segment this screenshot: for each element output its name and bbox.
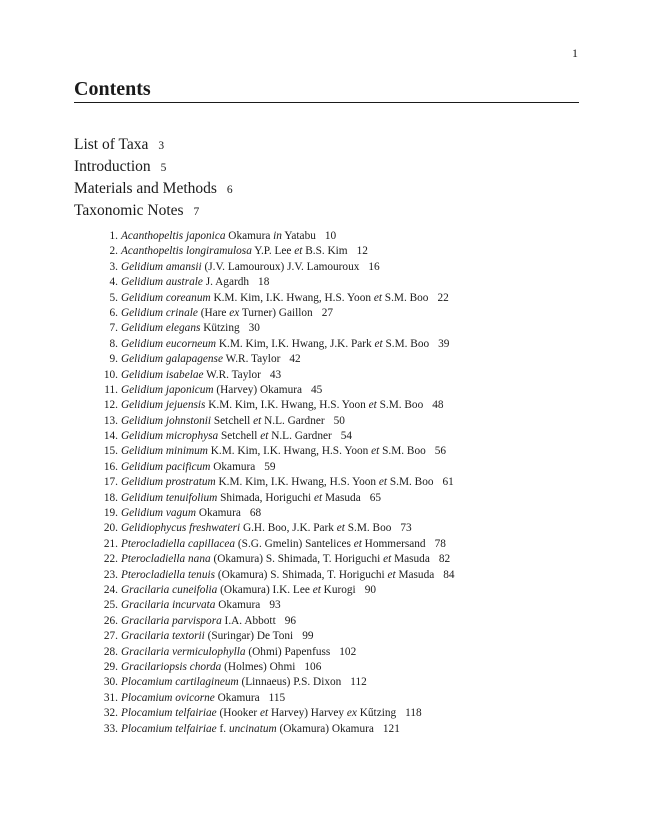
taxon-name-part: W.R. Taylor <box>203 368 261 381</box>
taxon-number: 22. <box>103 553 118 566</box>
taxon-name-italic-part: Gelidium tenuifolium <box>121 491 218 504</box>
taxon-name-part: K.M. Kim, I.K. Hwang, H.S. Yoon <box>215 476 379 489</box>
toc-section-entry <box>74 200 233 222</box>
taxon-entry <box>96 629 455 644</box>
taxon-name-part: Okamura <box>215 599 261 612</box>
taxon-name <box>121 338 429 350</box>
taxon-number: 18. <box>103 491 118 504</box>
taxon-name-italic-part: et <box>312 583 321 596</box>
taxon-name-part: S.M. Boo <box>379 445 426 458</box>
taxon-name <box>121 415 325 427</box>
taxon-name <box>121 307 313 319</box>
taxon-number: 2. <box>109 245 118 258</box>
taxon-page: 48 <box>432 399 444 412</box>
taxon-name-part: (S.G. Gmelin) Santelices <box>235 537 354 550</box>
taxon-page: 82 <box>438 553 451 566</box>
taxon-name-italic-part: et <box>353 537 362 550</box>
taxon-name-part: Kűtzing <box>356 707 397 720</box>
taxon-name-italic-part: Acanthopeltis japonica <box>121 230 226 242</box>
taxon-name-part: Kurogi <box>320 583 356 596</box>
taxon-name-part: B.S. Kim <box>302 245 348 258</box>
taxon-entry <box>96 645 455 660</box>
taxon-entry <box>96 414 455 429</box>
taxon-name-italic-part: et <box>260 707 269 720</box>
taxon-name-italic-part: Gelidium microphysa <box>121 430 219 443</box>
taxon-entry <box>96 660 455 675</box>
taxon-name-italic-part: uncinatum <box>228 722 277 735</box>
toc-section-page: 6 <box>226 184 233 196</box>
taxon-entry <box>96 229 455 244</box>
taxon-name-part: S.M. Boo <box>376 399 424 412</box>
taxon-number: 27. <box>103 630 118 643</box>
taxon-name-italic-part: Gracilaria parvispora <box>121 614 222 627</box>
taxon-entry <box>96 306 455 321</box>
taxon-name <box>121 445 426 457</box>
taxon-entry <box>96 398 455 413</box>
taxon-name-part: (Okamura) I.K. Lee <box>217 583 313 596</box>
taxon-entry <box>96 675 455 690</box>
taxon-name-italic-part: Gelidium pacificum <box>121 460 211 473</box>
taxon-name <box>121 538 426 550</box>
taxon-name-italic-part: Gelidium amansii <box>121 260 202 273</box>
taxon-name-part: (J.V. Lamouroux) J.V. Lamouroux <box>201 260 360 273</box>
taxon-name-italic-part: et <box>336 522 345 535</box>
taxon-name-italic-part: Gracilaria textorii <box>121 630 205 643</box>
taxon-number: 30. <box>103 676 118 689</box>
taxon-name-part: (Okamura) Okamura <box>276 722 374 735</box>
taxon-name-italic-part: Gelidium eucorneum <box>121 337 217 350</box>
taxon-name-italic-part: Gelidium isabelae <box>121 368 204 381</box>
taxon-name <box>121 676 341 688</box>
taxon-name-part: (Linnaeus) P.S. Dixon <box>238 676 342 689</box>
taxon-name <box>121 230 316 242</box>
taxon-entry <box>96 521 455 536</box>
toc-section-page: 5 <box>160 162 167 174</box>
taxon-name <box>121 476 434 488</box>
taxon-page: 78 <box>434 537 446 550</box>
taxon-name-part: Yatabu <box>281 230 316 242</box>
taxon-page: 115 <box>268 691 286 704</box>
taxon-page: 50 <box>333 414 345 427</box>
taxon-number: 13. <box>103 414 118 427</box>
taxon-name <box>121 630 293 642</box>
taxon-name-italic-part: et <box>374 337 383 350</box>
taxon-number: 28. <box>103 645 118 658</box>
page-number: 1 <box>572 46 578 60</box>
taxon-name-part: Turner) Gaillon <box>239 306 313 319</box>
taxon-name-part: (Okamura) S. Shimada, T. Horiguchi <box>210 553 384 566</box>
taxon-name-italic-part: Pterocladiella capillacea <box>121 537 236 550</box>
title-rule <box>74 102 579 103</box>
taxon-name-part: (Hooker <box>216 707 260 720</box>
taxon-name-part: N.L. Gardner <box>261 414 325 427</box>
taxon-page: 18 <box>258 276 270 289</box>
taxon-name-italic-part: Gracilaria cuneifolia <box>121 583 218 596</box>
toc-section-page: 3 <box>158 140 165 152</box>
taxon-name <box>121 646 330 658</box>
taxon-number: 17. <box>103 476 118 489</box>
toc-section-entry <box>74 178 233 200</box>
taxon-number: 19. <box>103 507 118 520</box>
taxon-entry <box>96 337 455 352</box>
taxon-name-part: Kützing <box>200 322 240 335</box>
taxon-name <box>121 369 261 381</box>
taxon-name <box>121 276 249 288</box>
taxon-name-part: S.M. Boo <box>387 476 434 489</box>
taxon-page: 90 <box>364 583 376 596</box>
taxon-entry <box>96 722 455 737</box>
taxon-number: 12. <box>103 399 118 412</box>
page-title: Contents <box>74 78 151 100</box>
taxon-name-italic-part: Gelidiophycus freshwateri <box>121 522 241 535</box>
taxon-number: 3. <box>109 260 118 273</box>
taxon-number: 31. <box>103 691 118 704</box>
taxon-name <box>121 522 391 534</box>
taxon-name <box>121 245 348 257</box>
taxon-entry <box>96 537 455 552</box>
taxon-number: 20. <box>103 522 118 535</box>
taxon-page: 56 <box>434 445 447 458</box>
taxon-name-italic-part: Gelidium galapagense <box>121 353 223 366</box>
taxon-name-part: Okamura <box>210 460 256 473</box>
taxon-name-part: S.M. Boo <box>344 522 392 535</box>
taxon-name-italic-part: et <box>378 476 388 489</box>
taxon-name-part: (Holmes) Ohmi <box>221 660 296 673</box>
taxon-name-part: J. Agardh <box>202 276 250 289</box>
taxon-name <box>121 384 302 396</box>
taxon-name-part: (Okamura) S. Shimada, T. Horiguchi <box>215 568 388 581</box>
taxon-name-italic-part: Gelidium jejuensis <box>121 399 206 412</box>
taxon-page: 39 <box>438 337 450 350</box>
toc-section-entry <box>74 156 233 178</box>
taxon-page: 68 <box>249 507 262 520</box>
taxon-number: 15. <box>103 445 118 458</box>
taxon-number: 6. <box>109 306 118 319</box>
taxon-number: 11. <box>104 383 118 396</box>
taxon-name-part: Setchell <box>218 430 261 443</box>
taxon-name-italic-part: in <box>273 230 282 242</box>
taxon-name-italic-part: Plocamium telfairiae <box>121 722 217 735</box>
taxon-number: 10. <box>103 368 118 381</box>
taxon-number: 25. <box>103 599 118 612</box>
taxon-name-part: Masuda <box>391 553 430 566</box>
taxon-name-part: W.R. Taylor <box>222 353 281 366</box>
taxon-page: 65 <box>369 491 382 504</box>
taxon-name <box>121 707 396 719</box>
taxon-name-italic-part: Gracilaria vermiculophylla <box>121 645 246 658</box>
taxon-number: 1. <box>109 230 118 242</box>
taxon-name-italic-part: et <box>294 245 303 258</box>
taxon-number: 9. <box>109 353 118 366</box>
taxon-page: 22 <box>437 291 449 304</box>
taxon-name <box>121 461 255 473</box>
taxon-entry <box>96 368 455 383</box>
taxon-page: 45 <box>311 383 323 396</box>
taxon-name <box>121 322 240 334</box>
taxon-entry <box>96 583 455 598</box>
taxon-name-italic-part: Pterocladiella tenuis <box>121 568 216 581</box>
taxon-entry <box>96 429 455 444</box>
taxon-entry <box>96 506 455 521</box>
taxon-name-italic-part: Gelidium prostratum <box>121 476 216 489</box>
taxon-name <box>121 353 280 365</box>
taxon-name-italic-part: Plocamium ovicorne <box>121 691 215 704</box>
taxon-page: 10 <box>324 230 337 242</box>
taxon-name-italic-part: et <box>373 291 382 304</box>
taxon-page: 102 <box>339 645 357 658</box>
taxon-name-italic-part: ex <box>346 707 357 720</box>
taxon-name-part: K.M. Kim, I.K. Hwang, H.S. Yoon <box>205 399 369 412</box>
taxon-name-italic-part: Gracilariopsis chorda <box>121 660 222 673</box>
taxon-name-part: Harvey) Harvey <box>268 707 347 720</box>
taxon-name <box>121 507 241 519</box>
taxon-page: 42 <box>289 353 301 366</box>
taxon-name-part: Y.P. Lee <box>251 245 295 258</box>
taxon-name-italic-part: Gelidium australe <box>121 276 203 289</box>
taxon-name-italic-part: ex <box>229 306 240 319</box>
taxon-name-italic-part: Plocamium telfairiae <box>121 707 217 720</box>
taxon-name-italic-part: et <box>383 553 392 566</box>
taxon-name-italic-part: Gelidium crinale <box>121 306 198 319</box>
taxon-number: 29. <box>103 660 118 673</box>
toc-section-entry <box>74 134 233 156</box>
taxon-name <box>121 261 359 273</box>
taxon-entry <box>96 244 455 259</box>
taxon-name-italic-part: Pterocladiella nana <box>121 553 211 566</box>
taxon-name-part: Okamura <box>196 507 241 520</box>
taxon-page: 121 <box>382 722 400 735</box>
taxon-name-italic-part: Gelidium japonicum <box>121 383 214 396</box>
taxon-name-part: I.A. Abbott <box>221 614 276 627</box>
taxon-name <box>121 661 295 673</box>
taxon-entry <box>96 275 455 290</box>
taxon-page: 84 <box>443 568 455 581</box>
taxon-name <box>121 692 260 704</box>
taxon-name-part: (Suringar) De Toni <box>204 630 294 643</box>
taxon-number: 14. <box>103 430 118 443</box>
taxon-page: 99 <box>302 630 314 643</box>
taxon-name-part: G.H. Boo, J.K. Park <box>240 522 337 535</box>
taxon-page: 12 <box>356 245 368 258</box>
taxon-entry <box>96 321 455 336</box>
taxon-name-part: Masuda <box>395 568 435 581</box>
taxon-name <box>121 292 428 304</box>
taxon-entry <box>96 706 455 721</box>
taxon-page: 93 <box>269 599 281 612</box>
taxon-name-part: S.M. Boo <box>382 337 430 350</box>
taxon-number: 7. <box>109 322 118 335</box>
section-list <box>74 134 233 222</box>
toc-section-label: List of Taxa <box>74 136 149 153</box>
taxon-number: 33. <box>103 722 118 735</box>
taxon-name-part: Okamura <box>214 691 260 704</box>
taxon-entry <box>96 475 455 490</box>
taxon-name-part: K.M. Kim, I.K. Hwang, H.S. Yoon <box>210 291 374 304</box>
taxon-name-part: (Hare <box>197 306 230 319</box>
taxon-number: 32. <box>103 707 118 720</box>
taxon-entry <box>96 291 455 306</box>
taxon-number: 4. <box>109 276 118 289</box>
taxon-entry <box>96 552 455 567</box>
taxon-page: 30 <box>248 322 260 335</box>
taxon-page: 118 <box>405 707 422 720</box>
taxon-entry <box>96 260 455 275</box>
taxon-name-part: Okamura <box>225 230 274 242</box>
taxon-name <box>121 399 423 411</box>
taxon-name-part: S.M. Boo <box>381 291 429 304</box>
taxon-name-italic-part: Gracilaria incurvata <box>121 599 216 612</box>
taxon-number: 26. <box>103 614 118 627</box>
taxon-number: 21. <box>103 537 118 550</box>
taxon-name <box>121 723 374 735</box>
taxon-number: 5. <box>109 291 118 304</box>
taxon-name-part: (Harvey) Okamura <box>213 383 303 396</box>
taxa-list <box>96 229 455 737</box>
taxon-name <box>121 569 434 581</box>
taxon-name-italic-part: Gelidium coreanum <box>121 291 211 304</box>
taxon-page: 43 <box>269 368 282 381</box>
taxon-name-italic-part: Gelidium minimum <box>121 445 208 458</box>
taxon-name-italic-part: et <box>371 445 380 458</box>
taxon-page: 112 <box>350 676 367 689</box>
taxon-entry <box>96 598 455 613</box>
taxon-name-italic-part: Gelidium johnstonii <box>121 414 212 427</box>
taxon-name-italic-part: et <box>260 430 269 443</box>
taxon-number: 23. <box>103 568 118 581</box>
taxon-page: 54 <box>340 430 353 443</box>
taxon-page: 106 <box>304 660 322 673</box>
taxon-page: 59 <box>264 460 276 473</box>
taxon-number: 8. <box>109 337 118 350</box>
taxon-entry <box>96 491 455 506</box>
toc-section-page: 7 <box>193 206 200 218</box>
taxon-entry <box>96 460 455 475</box>
taxon-name <box>121 615 276 627</box>
taxon-name-italic-part: et <box>368 399 377 412</box>
taxon-entry <box>96 614 455 629</box>
taxon-page: 73 <box>400 522 412 535</box>
taxon-name-italic-part: Gelidium vagum <box>121 507 196 520</box>
toc-section-label: Materials and Methods <box>74 180 217 197</box>
taxon-page: 16 <box>368 260 380 273</box>
taxon-name <box>121 430 332 442</box>
taxon-name-italic-part: et <box>253 414 262 427</box>
taxon-name-part: Hommersand <box>361 537 426 550</box>
taxon-name <box>121 584 356 596</box>
taxon-name-part: K.M. Kim, I.K. Hwang, H.S. Yoon <box>207 445 372 458</box>
taxon-name <box>121 553 430 565</box>
taxon-name-part: (Ohmi) Papenfuss <box>245 645 331 658</box>
taxon-name-italic-part: Plocamium cartilagineum <box>121 676 239 689</box>
taxon-name-italic-part: Gelidium elegans <box>121 322 201 335</box>
taxon-entry <box>96 444 455 459</box>
taxon-name-part: N.L. Gardner <box>268 430 332 443</box>
toc-section-label: Introduction <box>74 158 151 175</box>
taxon-name <box>121 492 361 504</box>
taxon-name-italic-part: et <box>313 491 323 504</box>
taxon-name <box>121 599 260 611</box>
taxon-name-part: Masuda <box>322 491 361 504</box>
taxon-name-part: K.M. Kim, I.K. Hwang, J.K. Park <box>216 337 375 350</box>
taxon-page: 61 <box>442 476 454 489</box>
taxon-name-part: Shimada, Horiguchi <box>217 491 314 504</box>
taxon-entry <box>96 691 455 706</box>
taxon-name-part: Setchell <box>211 414 254 427</box>
taxon-name-italic-part: Acanthopeltis longiramulosa <box>121 245 252 258</box>
toc-section-label: Taxonomic Notes <box>74 202 184 219</box>
taxon-page: 96 <box>284 614 297 627</box>
taxon-entry <box>96 383 455 398</box>
taxon-page: 27 <box>321 306 333 319</box>
taxon-name-part: f. <box>216 722 229 735</box>
taxon-entry <box>96 568 455 583</box>
taxon-number: 24. <box>103 583 118 596</box>
taxon-entry <box>96 352 455 367</box>
taxon-number: 16. <box>103 460 118 473</box>
taxon-name-italic-part: et <box>387 568 396 581</box>
